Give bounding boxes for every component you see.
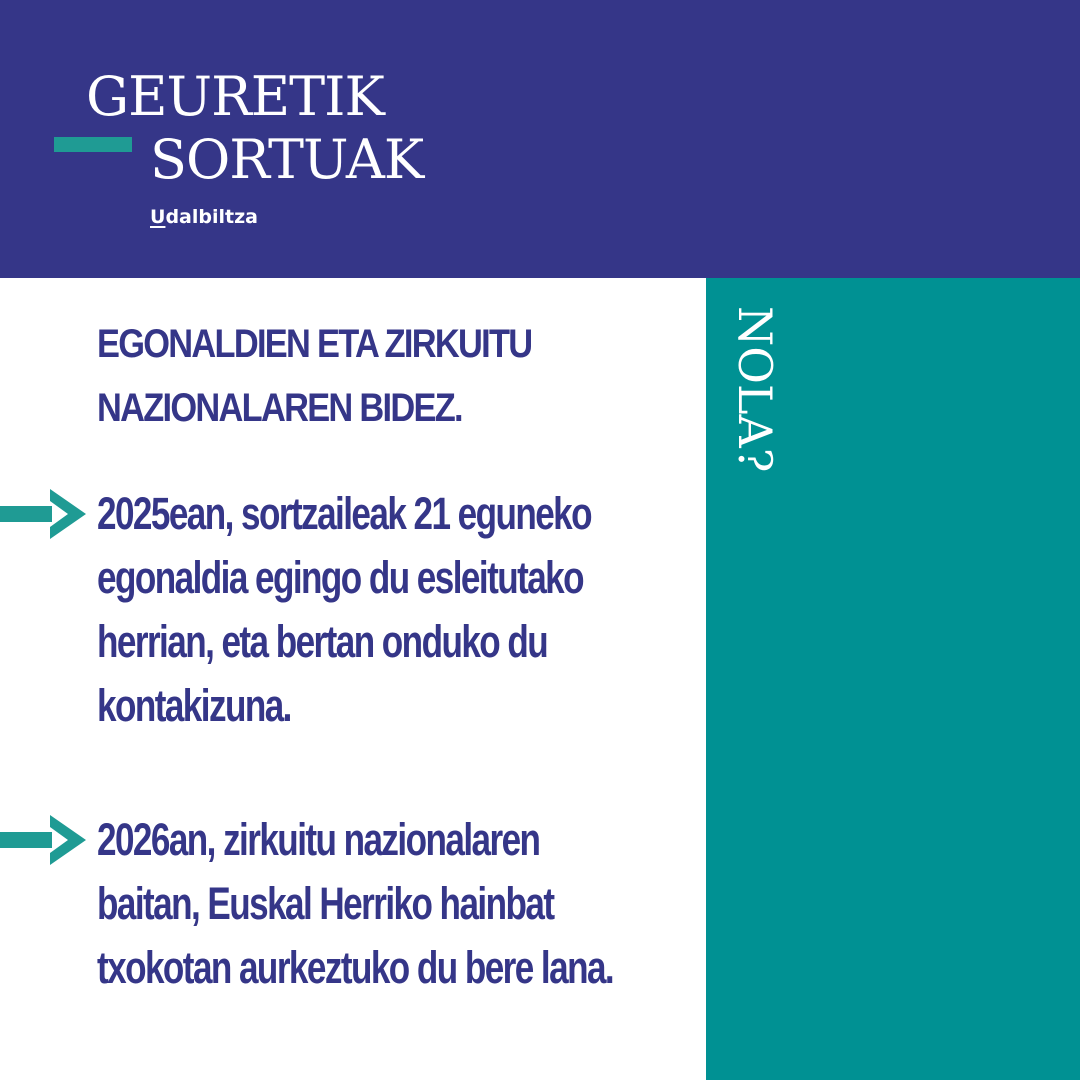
list-item-text: 2026an, zirkuitu nazionalaren baitan, Euskal Herriko hainbat txokotan aurkeztuko du bere lana. bbox=[97, 814, 614, 993]
logo-title-line2: SORTUAK bbox=[150, 128, 424, 191]
logo-title-line1: GEURETIK bbox=[86, 65, 384, 128]
list-item-text: 2025ean, sortzaileak 21 eguneko egonaldia egingo du esleitutako herrian, eta bertan onduko du kontakizuna. bbox=[97, 488, 592, 731]
logo-accent-bar bbox=[54, 137, 132, 152]
brand-logo bbox=[150, 206, 258, 228]
header-banner bbox=[0, 0, 1080, 278]
side-label: NOLA? bbox=[728, 306, 782, 473]
section-heading: EGONALDIEN ETA ZIRKUITU NAZIONALAREN BIDEZ. bbox=[97, 322, 532, 430]
brand-name: dalbiltza bbox=[165, 206, 258, 228]
arrow-right-icon bbox=[0, 813, 86, 867]
brand-initial: U bbox=[150, 206, 166, 228]
arrow-right-icon bbox=[0, 487, 86, 541]
